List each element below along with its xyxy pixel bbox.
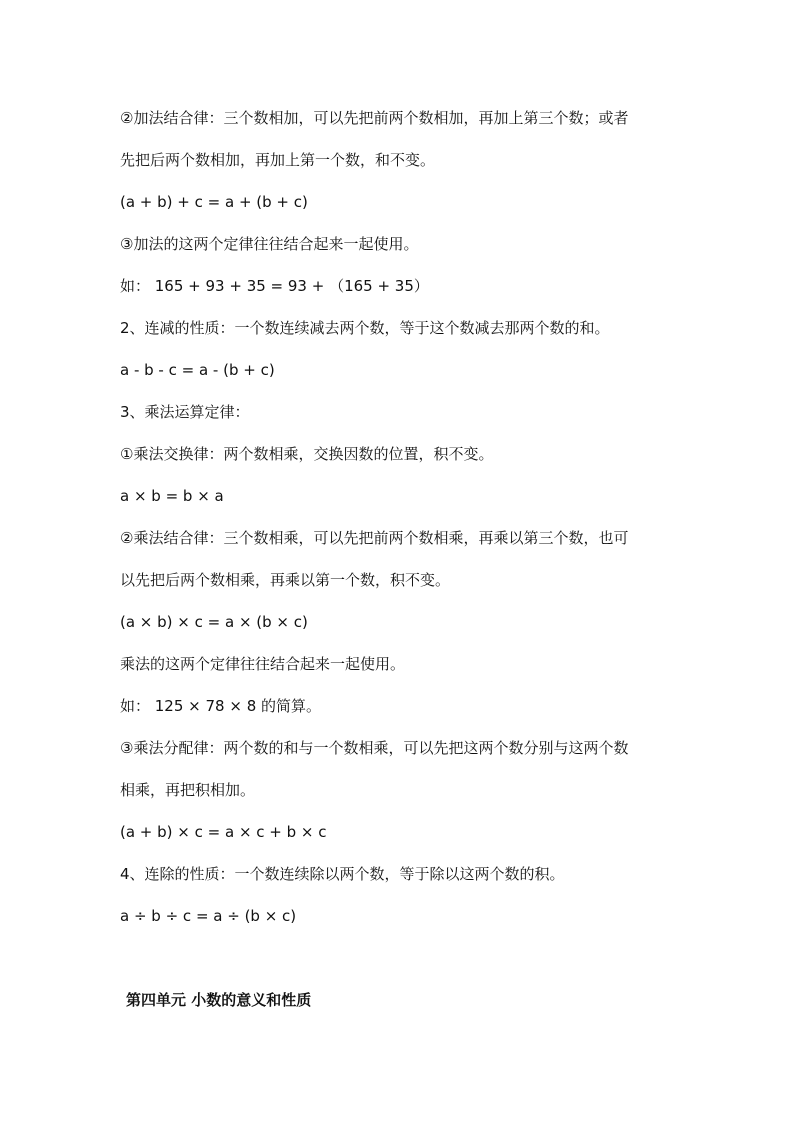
text-line: ②乘法结合律：三个数相乘，可以先把前两个数相乘，再乘以第三个数，也可 bbox=[120, 529, 629, 547]
formula-line: (a + b) + c = a + (b + c) bbox=[120, 193, 308, 211]
text-line: ③乘法分配律：两个数的和与一个数相乘，可以先把这两个数分别与这两个数 bbox=[120, 739, 629, 757]
example-line: 如： 165 + 93 + 35 = 93 + （165 + 35） bbox=[120, 277, 429, 295]
text-line: 先把后两个数相加，再加上第一个数，和不变。 bbox=[120, 151, 436, 169]
text-line: ②加法结合律：三个数相加，可以先把前两个数相加，再加上第三个数；或者 bbox=[120, 109, 629, 127]
text-line: 相乘，再把积相加。 bbox=[120, 781, 256, 799]
unit-heading: 第四单元 小数的意义和性质 bbox=[126, 991, 312, 1009]
formula-line: a × b = b × a bbox=[120, 487, 224, 505]
text-line: ③加法的这两个定律往往结合起来一起使用。 bbox=[120, 235, 419, 253]
section-line: 3、乘法运算定律： bbox=[120, 403, 250, 421]
text-line: ①乘法交换律：两个数相乘，交换因数的位置，积不变。 bbox=[120, 445, 494, 463]
formula-line: a ÷ b ÷ c = a ÷ (b × c) bbox=[120, 907, 297, 925]
example-line: 如： 125 × 78 × 8 的简算。 bbox=[120, 697, 322, 715]
text-line: 4、连除的性质：一个数连续除以两个数，等于除以这两个数的积。 bbox=[120, 865, 565, 883]
formula-line: a - b - c = a - (b + c) bbox=[120, 361, 275, 379]
formula-line: (a + b) × c = a × c + b × c bbox=[120, 823, 327, 841]
formula-line: (a × b) × c = a × (b × c) bbox=[120, 613, 308, 631]
text-line: 乘法的这两个定律往往结合起来一起使用。 bbox=[120, 655, 406, 673]
text-line: 以先把后两个数相乘，再乘以第一个数，积不变。 bbox=[120, 571, 451, 589]
text-line: 2、连减的性质：一个数连续减去两个数，等于这个数减去那两个数的和。 bbox=[120, 319, 610, 337]
